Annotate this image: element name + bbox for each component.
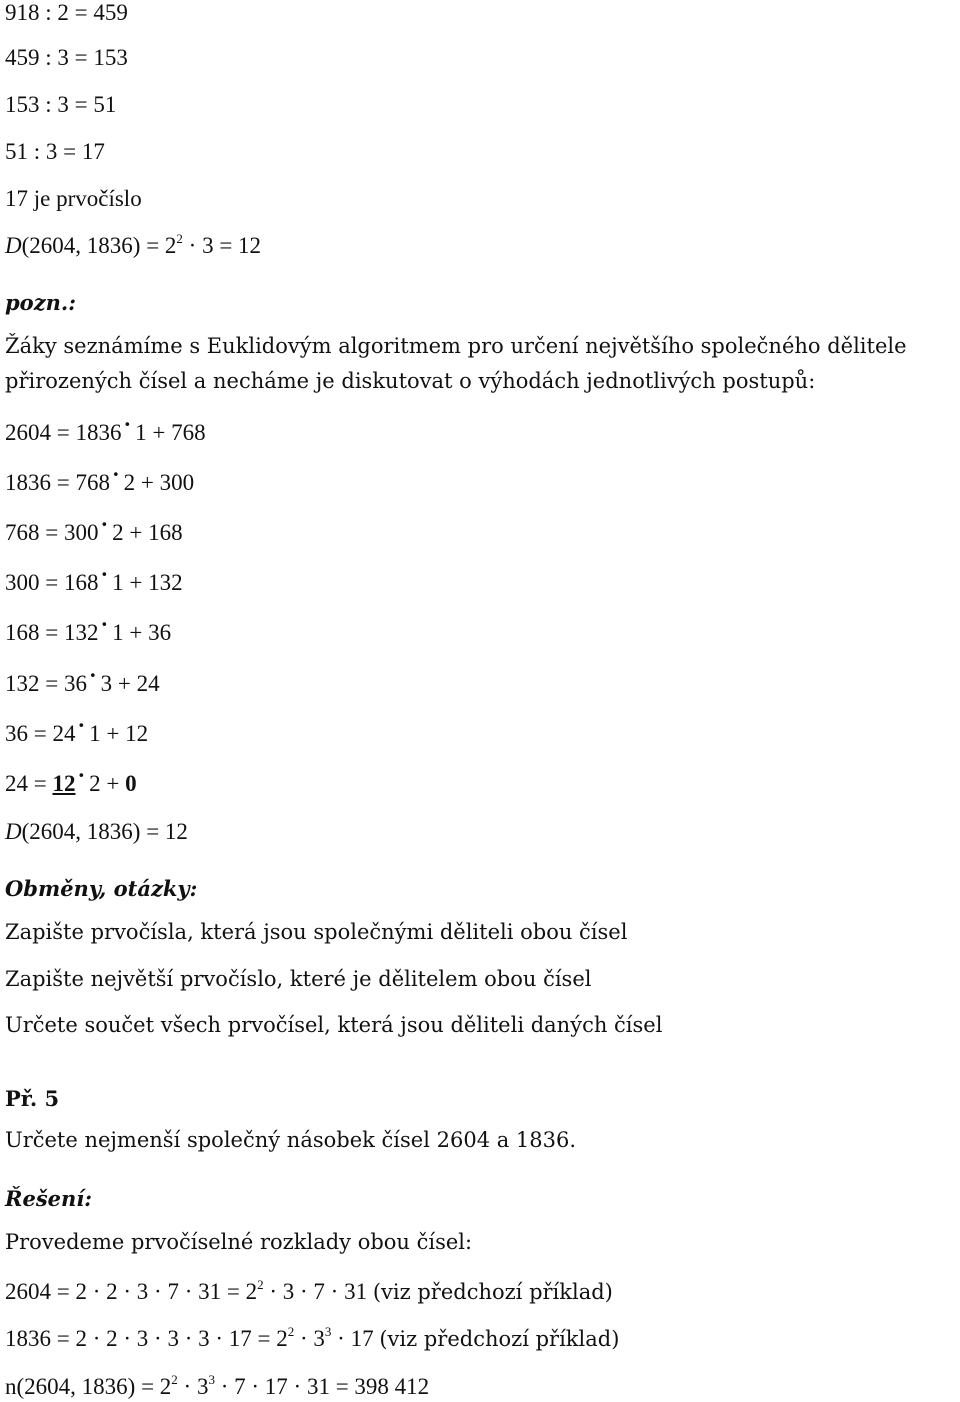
lcm-expression: n(2604, 1836) = 2 xyxy=(5,1374,172,1399)
euclid-step-7 xyxy=(5,713,149,746)
euclid-step-5 xyxy=(5,612,172,645)
factor-rest: · 3 xyxy=(300,1326,325,1351)
multiply-dot: · xyxy=(100,612,109,637)
factor-expansion: 1836 = 2 · 2 · 3 · 3 · 3 · 17 = 2 xyxy=(5,1326,288,1351)
euclid-left: 768 = 300 xyxy=(5,520,99,545)
factor-rest: · 3 · 7 · 31 xyxy=(269,1279,373,1304)
euclid-right: 1 + 132 xyxy=(112,570,183,595)
euclid-step-3 xyxy=(5,512,183,545)
variation-item-1: Zapište prvočísla, která jsou společnými děliteli obou čísel xyxy=(5,920,628,944)
multiply-dot: · xyxy=(77,763,86,788)
division-step-4: 51 : 3 = 17 xyxy=(5,139,105,164)
exponent: 2 xyxy=(257,1277,264,1292)
euclid-left: 36 = 24 xyxy=(5,721,76,746)
euclid-step-2 xyxy=(5,462,195,495)
multiply-dot: · xyxy=(123,412,132,437)
multiply-dot: · xyxy=(100,562,109,587)
multiply-dot: · xyxy=(111,462,120,487)
euclid-left: 132 = 36 xyxy=(5,671,87,696)
euclid-right: 1 + 768 xyxy=(135,420,206,445)
gcd-exponent: 2 xyxy=(176,231,183,246)
remainder-zero: 0 xyxy=(125,771,137,796)
euclid-left: 24 = xyxy=(5,771,47,796)
euclid-right: 1 + 36 xyxy=(112,620,172,645)
euclid-right: 2 + 168 xyxy=(112,520,183,545)
euclid-left: 300 = 168 xyxy=(5,570,99,595)
gcd-result xyxy=(5,820,188,843)
gcd-arguments: (2604, 1836) = xyxy=(21,233,160,258)
euclid-step-8 xyxy=(5,763,137,796)
lcm-factor: · 3 xyxy=(177,1374,209,1399)
euclid-step-4 xyxy=(5,562,183,595)
note-heading: pozn.: xyxy=(5,290,76,315)
variation-item-2: Zapište největší prvočíslo, které je dělitelem obou čísel xyxy=(5,967,592,991)
gcd-rest: · 3 = 12 xyxy=(188,233,262,258)
division-step-2: 459 : 3 = 153 xyxy=(5,45,128,70)
solution-intro: Provedeme prvočíselné rozklady obou čísel: xyxy=(5,1230,473,1254)
euclid-step-1 xyxy=(5,412,206,445)
factor-expansion: 2604 = 2 · 2 · 3 · 7 · 31 = 2 xyxy=(5,1279,258,1304)
gcd-factorization xyxy=(5,231,262,258)
euclid-right: 3 + 24 xyxy=(100,671,160,696)
example-heading: Př. 5 xyxy=(5,1086,60,1111)
variation-item-3: Určete součet všech prvočísel, která jsou děliteli daných čísel xyxy=(5,1013,663,1037)
note-line-2: přirozených čísel a necháme je diskutovat o výhodách jednotlivých postupů: xyxy=(5,369,816,393)
factorization-1836 xyxy=(5,1324,620,1351)
division-step-3: 153 : 3 = 51 xyxy=(5,92,117,117)
factor-tail: · 17 xyxy=(331,1326,380,1351)
exponent: 3 xyxy=(208,1372,215,1387)
exponent: 2 xyxy=(287,1324,295,1339)
lcm-value: · 7 · 17 · 31 = 398 412 xyxy=(214,1374,430,1399)
euclid-step-6 xyxy=(5,663,160,696)
reference-note: (viz předchozí příklad) xyxy=(379,1327,620,1351)
gcd-function-symbol: D xyxy=(5,233,22,258)
euclid-left: 2604 = 1836 xyxy=(5,420,122,445)
euclid-left: 168 = 132 xyxy=(5,620,99,645)
exponent: 2 xyxy=(171,1372,178,1387)
multiply-dot: · xyxy=(100,512,109,537)
exponent: 3 xyxy=(324,1324,332,1339)
variations-heading: Obměny, otázky: xyxy=(5,876,198,901)
prime-statement: 17 je prvočíslo xyxy=(5,186,142,211)
gcd-base: 2 xyxy=(164,233,177,258)
gcd-highlight: 12 xyxy=(52,771,76,796)
division-step-1: 918 : 2 = 459 xyxy=(5,0,128,25)
note-line-1: Žáky seznámíme s Euklidovým algoritmem pro určení největšího společného dělitele xyxy=(5,334,907,358)
gcd-function-symbol: D xyxy=(5,819,22,844)
factorization-2604 xyxy=(5,1277,613,1304)
solution-heading: Řešení: xyxy=(5,1186,92,1211)
euclid-right: 1 + 12 xyxy=(89,721,149,746)
example-task: Určete nejmenší společný násobek čísel 2604 a 1836. xyxy=(5,1128,577,1152)
euclid-right: 2 + 300 xyxy=(123,470,195,495)
multiply-dot: · xyxy=(77,713,86,738)
gcd-result-value: (2604, 1836) = 12 xyxy=(21,819,188,844)
lcm-result xyxy=(5,1372,430,1399)
euclid-left: 1836 = 768 xyxy=(5,470,110,495)
euclid-right: 2 + xyxy=(89,771,120,796)
reference-note: (viz předchozí příklad) xyxy=(372,1280,613,1304)
multiply-dot: · xyxy=(88,663,97,688)
